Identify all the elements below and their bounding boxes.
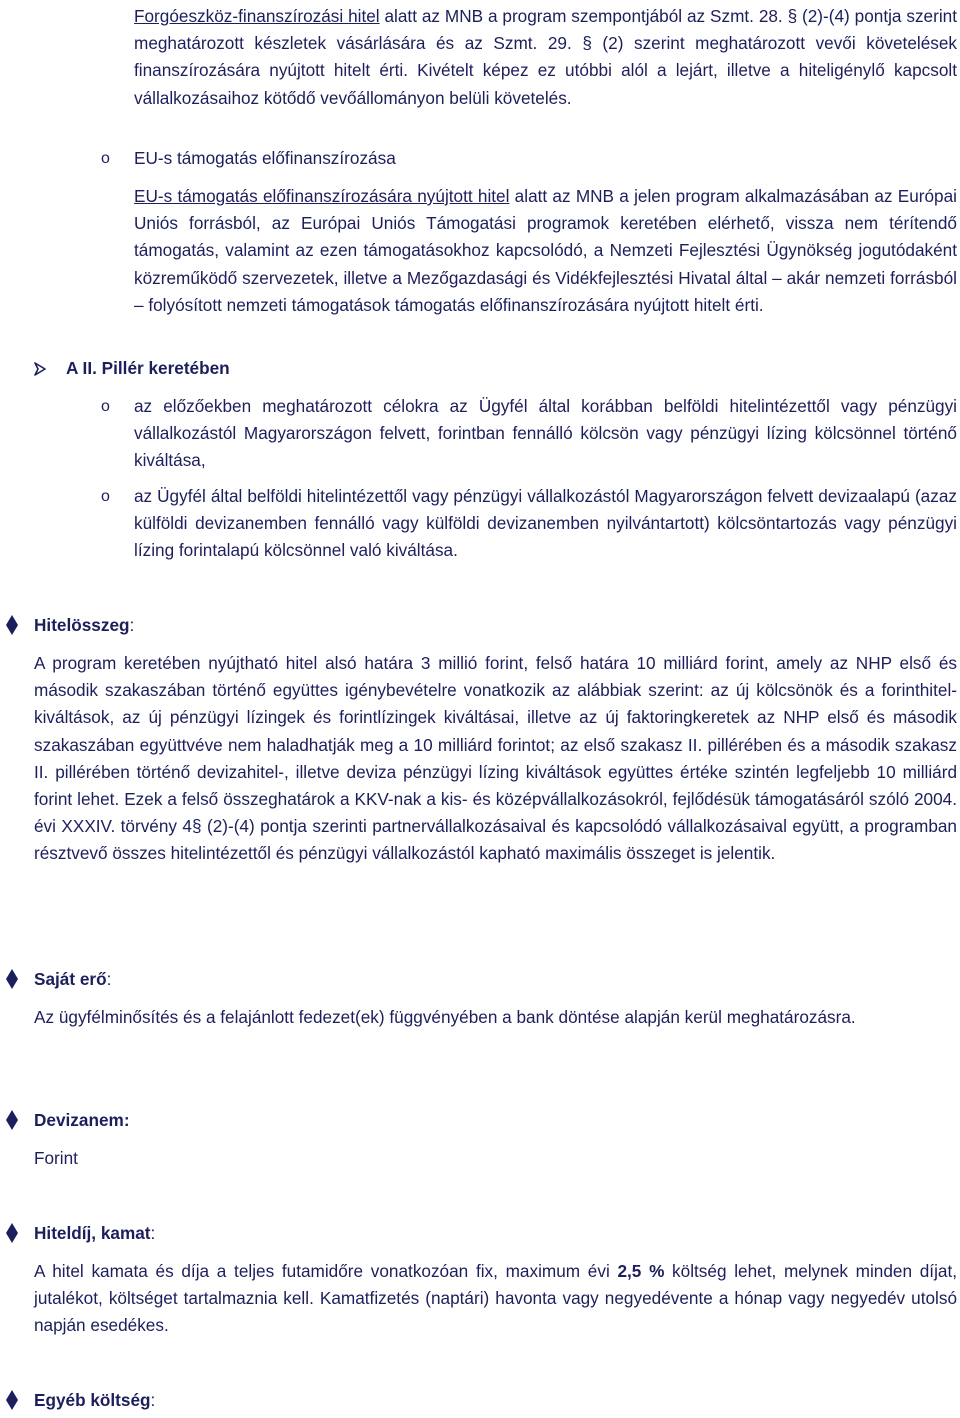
top-paragraph [134,3,957,112]
bullet-o: o [101,150,110,167]
diamond-bullet-icon [4,1389,20,1411]
sajat-ero-paragraph [34,1004,957,1031]
forgoeszkoz-term: Forgóeszköz-finanszírozási hitel [134,6,380,26]
diamond-bullet-icon [4,968,20,990]
pillar2-item [134,393,957,475]
interest-rate-value: 2,5 % [617,1261,665,1281]
bullet-o: o [101,488,110,505]
arrow-bullet-icon [33,362,47,376]
section-title: Hitelösszeg [34,615,130,635]
devizanem-value: Forint [34,1148,78,1168]
eu-item-title: EU-s támogatás előfinanszírozása [134,148,396,168]
diamond-bullet-icon [4,1222,20,1244]
section-heading-hiteldij [34,1220,155,1247]
section-colon: : [106,969,112,989]
section-title: Hiteldíj, kamat [34,1223,151,1243]
top-paragraph-text: alatt az MNB a program szempontjából az Szmt. 28. § (2)-(4) pontja szerint meghatározott készletek vásárlására és az Szmt. 29. § (2) szerint meghatározott vevői követelések finanszírozására nyújtott hitelt érti. Kivételt képez ez utóbbi alól a lejárt, illetve a hiteligénylő kapcsolt vállalkozásaihoz kötődő vevőállományon belüli követelés. [134,6,957,108]
eu-term: EU-s támogatás előfinanszírozására nyújtott hitel [134,186,510,206]
diamond-bullet-icon [4,1109,20,1131]
section-heading-hitelosszeg [34,612,134,639]
diamond-bullet-icon [4,614,20,636]
section-colon: : [123,1110,130,1130]
eu-item-paragraph [134,183,957,319]
section-heading-sajat-ero [34,966,111,993]
section-colon: : [150,1390,156,1410]
hiteldij-text: A hitel kamata és díja a teljes futamidőre vonatkozóan fix, maximum évi [34,1261,618,1281]
hiteldij-text: költség lehet, melynek minden díjat, jutalékot, költséget tartalmaznia kell. Kamatfizetés (naptári) havonta vagy negyedévente a hónap vagy negyedév utolsó napján esedékes. [34,1261,958,1336]
section-title: Saját erő [34,969,107,989]
hitelosszeg-paragraph [34,650,957,868]
pillar2-item [134,483,957,565]
bullet-o: o [101,398,110,415]
section-title: Egyéb költség [34,1390,151,1410]
section-title: Devizanem [34,1110,124,1130]
pillar2-item-text: az Ügyfél által belföldi hitelintézettől vagy pénzügyi vállalkozástól Magyarországon felvett devizaalapú (azaz külföldi devizanemben fennálló vagy külföldi devizanemben nyilvántartott) kölcsöntartozás vagy pénzügyi lízing forintalapú kölcsönnel való kiváltása. [134,486,957,561]
section-heading-egyeb [34,1387,155,1414]
section-heading-devizanem [34,1107,130,1134]
section-colon: : [129,615,135,635]
eu-item-text: alatt az MNB a jelen program alkalmazásában az Európai Uniós forrásból, az Európai Uniós Támogatási programok keretében elérhető, vissza nem térítendő támogatás, valamint az ezen támogatásokhoz kapcsolódó, a Nemzeti Fejlesztési Ügynökség jogutódaként közreműködő szervezetek, illetve a Mezőgazdasági és Vidékfejlesztési Hivatal által – akár nemzeti forrásból – folyósított nemzeti támogatások támogatás előfinanszírozására nyújtott hitelt érti. [134,186,957,315]
section-colon: : [150,1223,156,1243]
hitelosszeg-text: A program keretében nyújtható hitel alsó határa 3 millió forint, felső határa 10 milliárd forint, amely az NHP első és második szakaszában történő együttes igénybevételre vonatkozik az alábbiak szerint: az új kölcsönök és a forinthitel-kiváltások, az új pénzügyi lízingek és forintlízingek kiváltásai, illetve az új faktoringkeretek az NHP első és második szakaszában együttvéve nem haladhatják meg a 10 milliárd forintot; az első szakasz II. pillérében és a második szakasz II. pillérében történő devizahitel-, illetve deviza pénzügyi lízing kiváltások együttes értéke szintén legfeljebb 10 milliárd forint lehet. Ezek a felső összeghatárok a KKV-nak a kis- és középvállalkozásokról, fejlődésük támogatásáról szóló 2004. évi XXXIV. törvény 4§ (2)-(4) pontja szerinti partnervállalkozásaival és kapcsolódó vállalkozásaival együtt, a programban résztvevő összes hitelintézettől és pénzügyi vállalkozástól kapható maximális összeget is jelentik. [34,653,957,864]
hiteldij-paragraph [34,1258,957,1340]
pillar2-item-text: az előzőekben meghatározott célokra az Ügyfél által korábban belföldi hitelintézettől vagy pénzügyi vállalkozástól Magyarországon felvett, forintban fennálló kölcsön vagy pénzügyi lízing kölcsönnel történő kiváltása, [134,396,957,471]
pillar2-title: A II. Pillér keretében [66,358,230,378]
sajat-ero-text: Az ügyfélminősítés és a felajánlott fedezet(ek) függvényében a bank döntése alapján kerül meghatározásra. [34,1007,856,1027]
